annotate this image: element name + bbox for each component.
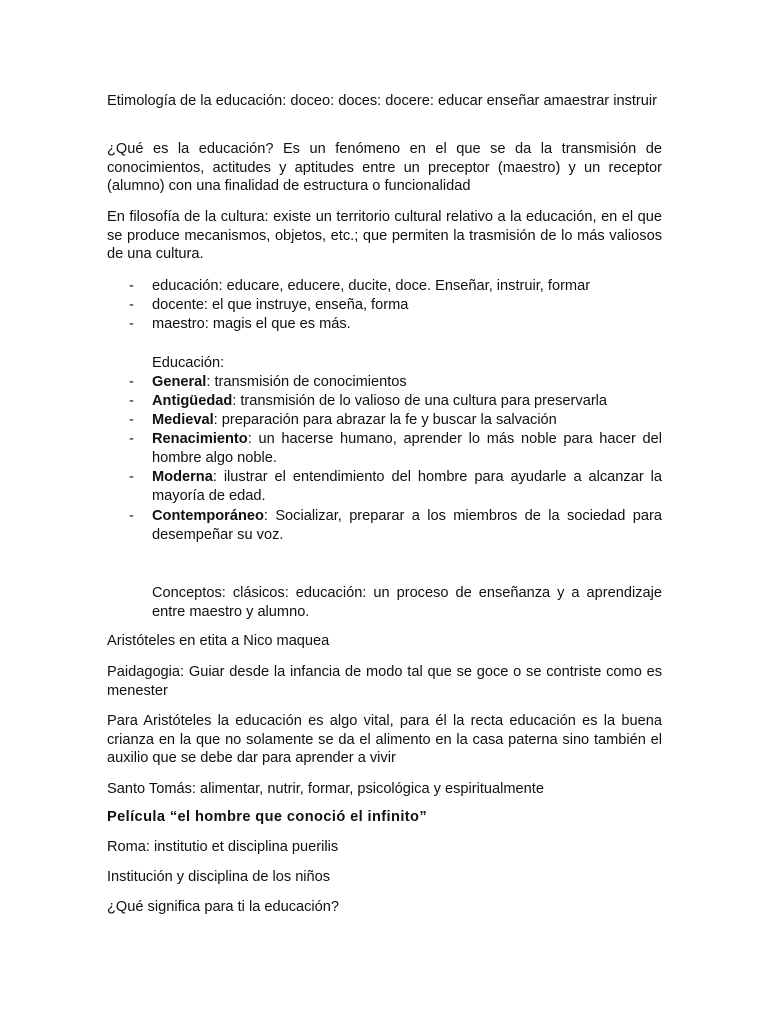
paragraph-aristoteles-etica: Aristóteles en etita a Nico maquea [107, 633, 330, 649]
paragraph-roma: Roma: institutio et disciplina puerilis [107, 839, 339, 855]
paragraph-paidagogia: Paidagogia: Guiar desde la infancia de modo tal que se goce o se contriste como es menester [107, 664, 662, 699]
paragraph-institucion: Institución y disciplina de los niños [107, 869, 331, 885]
document-page: Etimología de la educación: doceo: doces: docere: educar enseñar amaestrar instruir ¿Qué es la educación? Es un fenómeno en el que se da la transmisión de conocimientos, actitudes y aptitudes entre un preceptor (maestro) y un receptor (alumno) con una finalidad de estructura o funcionalidad En filosofía de la cultura: existe un territorio cultural relativo a la educación, en el que se produce mecanismos, objetos, etc.; que permiten la trasmisión de lo más valiosos de una cultura. - educación: educare, educere, ducite, doce. Enseñar, instruir, formar - docente: el que instruye, enseña, forma - maestro: magis el que es más. Educación: - General: transmisión de conocimientos - Antigüedad: transmisión de lo valioso de una cultura para preservarla - Medieval: preparación para abrazar la fe y buscar la salvación - Renacimiento: un hacerse humano, aprender lo más noble para hacer del hombre algo noble. - Moderna: ilustrar el entendimiento del hombre para ayudarle a alcanzar la mayoría de edad. - Contemporáneo: Socializar, preparar a los miembros de la sociedad para desempeñar su voz. Conceptos: clásicos: educación: un proceso de enseñanza y a aprendizaje entre maestro y alumno. Aristóteles en etita a Nico maquea Paidagogia: Guiar desde la infancia de modo tal que se goce o se contriste como es menester Para Aristóteles la educación es algo vital, para él la recta educación es la buena crianza en la que no solamente se da el alimento en la casa paterna sino también el auxilio que se debe dar para aprender a vivir Santo Tomás: alimentar, nutrir, formar, psicológica y espiritualmente Película “el hombre que conoció el infinito” Roma: institutio et disciplina puerilis Institución y disciplina de los niños ¿Qué significa para ti la educación? [107, 93, 662, 915]
paragraph-conceptos: Conceptos: clásicos: educación: un proceso de enseñanza y a aprendizaje entre maestro y alumno. [152, 585, 662, 620]
paragraph-etimologia: Etimología de la educación: doceo: doces: docere: educar enseñar amaestrar instruir [107, 93, 658, 109]
paragraph-que-es-educacion: ¿Qué es la educación? Es un fenómeno en el que se da la transmisión de conocimientos, actitudes y aptitudes entre un preceptor (maestro) y un receptor (alumno) con una finalidad de estructura o funcionalidad [107, 141, 662, 194]
movie-title: Película “el hombre que conoció el infinito” [107, 809, 428, 825]
paragraph-filosofia-cultura: En filosofía de la cultura: existe un territorio cultural relativo a la educación, en el que se produce mecanismos, objetos, etc.; que permiten la trasmisión de lo más valiosos de una cultura. [107, 209, 662, 262]
list-heading: Educación: [152, 355, 225, 371]
paragraph-santo-tomas: Santo Tomás: alimentar, nutrir, formar, psicológica y espiritualmente [107, 781, 544, 797]
paragraph-aristoteles-educacion: Para Aristóteles la educación es algo vital, para él la recta educación es la buena crianza en la que no solamente se da el alimento en la casa paterna sino también el auxilio que se debe dar para aprender a vivir [107, 713, 662, 766]
question-significado: ¿Qué significa para ti la educación? [107, 899, 340, 915]
